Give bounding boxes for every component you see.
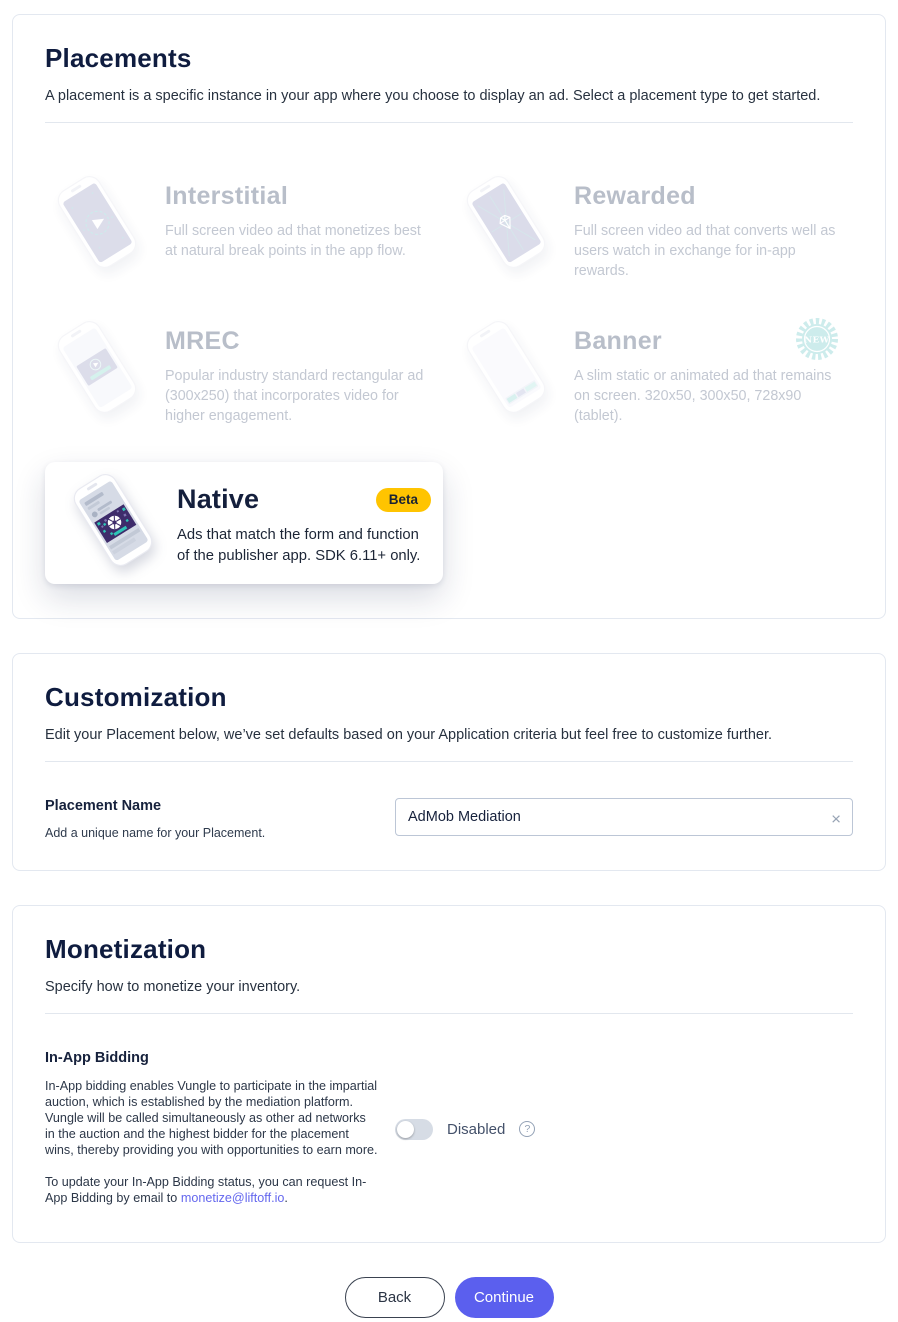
clear-input-icon[interactable]: ×	[831, 809, 841, 829]
customization-card	[12, 653, 886, 871]
new-badge	[795, 317, 839, 366]
placements-subtitle: A placement is a specific instance in your app where you choose to display an ad. Select a placement type to get started.	[45, 88, 821, 104]
svg-text:NEW: NEW	[804, 335, 830, 346]
placements-card	[12, 14, 886, 619]
placement-option-interstitial[interactable]	[45, 172, 444, 281]
in-app-bidding-request-note	[45, 1174, 379, 1206]
placement-name-help: Add a unique name for your Placement.	[45, 826, 266, 841]
monetize-email-link[interactable]: monetize@liftoff.io	[180, 1191, 285, 1206]
monetization-subtitle: Specify how to monetize your inventory.	[45, 979, 301, 996]
placement-option-mrec[interactable]	[45, 317, 444, 426]
divider	[45, 122, 853, 123]
back-button[interactable]: Back	[345, 1277, 445, 1318]
option-desc-banner: A slim static or animated ad that remains on screen. 320x50, 300x50, 728x90 (tablet).	[574, 368, 832, 425]
rewarded-phone-icon	[454, 172, 558, 272]
in-app-bidding-status: Disabled	[447, 1120, 506, 1138]
option-desc-native: Ads that match the form and function of the publisher app. SDK 6.11+ only.	[177, 527, 421, 564]
placements-title: Placements	[45, 43, 192, 73]
option-desc-interstitial: Full screen video ad that monetizes best at natural break points in the app flow.	[165, 223, 421, 260]
option-title-native: Native	[177, 484, 260, 515]
placement-name-input-wrap	[395, 798, 853, 840]
mrec-phone-icon	[45, 317, 149, 417]
option-title-mrec: MREC	[165, 327, 240, 356]
divider	[45, 761, 853, 762]
option-title-banner: Banner	[574, 327, 662, 356]
request-text: To update your In-App Bidding status, you can request In-App Bidding by email to	[45, 1175, 367, 1206]
option-desc-rewarded: Full screen video ad that converts well as users watch in exchange for in-app rewards.	[574, 223, 836, 280]
continue-button[interactable]: Continue	[455, 1277, 554, 1318]
placement-name-row	[45, 798, 853, 840]
in-app-bidding-label: In-App Bidding	[45, 1050, 149, 1067]
banner-phone-icon	[454, 317, 558, 417]
toggle-knob	[397, 1121, 414, 1138]
interstitial-phone-icon	[45, 172, 149, 272]
customization-subtitle: Edit your Placement below, we’ve set defaults based on your Application criteria but feel free to customize further.	[45, 727, 773, 744]
placement-option-native[interactable]	[45, 462, 443, 584]
request-suffix: .	[284, 1191, 288, 1206]
placement-option-banner[interactable]	[454, 317, 853, 426]
customization-title: Customization	[45, 682, 227, 713]
native-phone-icon	[61, 470, 165, 570]
footer-actions	[0, 1277, 898, 1318]
divider	[45, 1013, 853, 1014]
in-app-bidding-toggle[interactable]	[395, 1119, 433, 1140]
placement-name-label: Placement Name	[45, 798, 162, 815]
option-desc-mrec: Popular industry standard rectangular ad (300x250) that incorporates video for higher engagement.	[165, 368, 424, 425]
beta-badge: Beta	[376, 488, 431, 512]
in-app-bidding-row	[45, 1050, 853, 1206]
placement-name-input[interactable]	[395, 798, 853, 836]
in-app-bidding-toggle-row	[395, 1050, 535, 1206]
in-app-bidding-description: In-App bidding enables Vungle to participate in the impartial auction, which is established by the mediation platform. Vungle will be called simultaneously as other ad networks in the auction and the highest bidder for the placement wins, thereby providing you with opportunities to earn more.	[45, 1079, 378, 1158]
help-icon[interactable]: ?	[519, 1121, 535, 1137]
placement-options-grid	[45, 172, 853, 584]
option-title-rewarded: Rewarded	[574, 182, 696, 210]
monetization-title: Monetization	[45, 934, 207, 965]
placement-option-rewarded[interactable]	[454, 172, 853, 281]
option-title-interstitial: Interstitial	[165, 182, 289, 210]
monetization-card	[12, 905, 886, 1243]
